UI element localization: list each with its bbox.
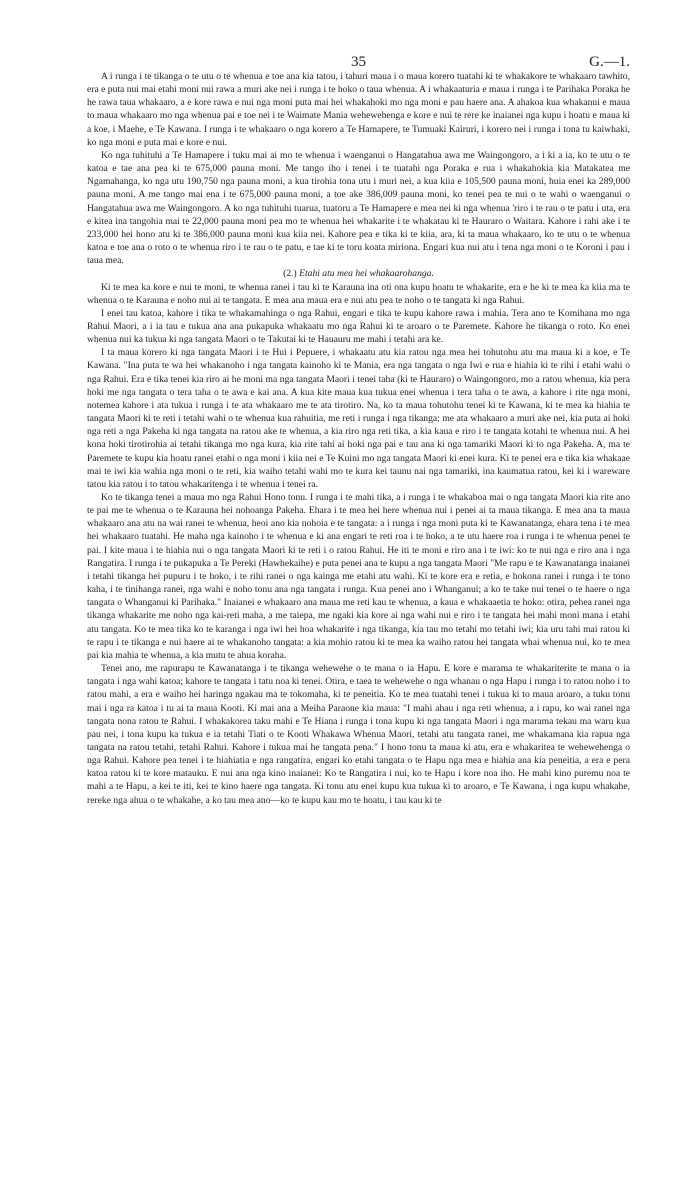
document-body [87, 70, 630, 807]
paragraph-moni-karauna: Ki te mea ka kore e nui te moni, te whenua ranei i tau ki te Karauna ina oti ona kupu hoatu te whakarite, era e he ki te mea ka kiia ma te whenua o te Karauna e noho nui ai te tangata. E mea ana maua era e nui atu pea te noho o te tangata ki nga Rahui. [87, 281, 630, 306]
paragraph-hamapere: Ko nga tuhituhi a Te Hamapere i tuku mai ai mo te whenua i waenganui o Hangatahua awa me Waingongoro, a i ki a ia, ko te utu o te katoa e tae ana pea ki te 675,000 pauna moni. Me tango iho i tenei i te tuatahi nga Poraka e rua i whakahokia kia Matakatea me Ngamahanga, ko nga utu 190,750 nga pauna moni, a kua tirohia tona utu i muri nei, a kua kiia e 105,500 pauna moni, huia enei ka 289,000 pauna moni. A me tango mai ena i te 675,000 pauna moni, a toe ake 386,009 pauna moni, ko tenei pea te nui o te wahi o waenganui o Hangatahua awa me Waingongoro. A ko nga tuhituhi tuarua, tuatoru a Te Hamapere e mea nei ki nga whenua 'riro i te rau o te patu i uta, era e kitea ina tangohia mai te 22,000 pauna moni pea mo te whenua hei whakarite i te whakatau ki te Hauraro o Waitara. Kahore i rahi ake i te 233,000 hei hono atu ki te 386,000 pauna moni kua kiia nei. Kahore pea e tika ki te kiia, ara, ki ta maua whakaaro, ko te utu o te whenua katoa e toe ana o roto o te whenua riro i te rau o te patu, e tae ki te toru koata miriona. Engari kua nui atu i tena nga moni o te Koroni i pau i taua mea. [87, 149, 630, 267]
section-number: (2.) [283, 268, 297, 280]
paragraph-utu-whenua: A i runga i te tikanga o te utu o te whenua e toe ana kia tatou, i tahuri maua i o maua korero tuatahi ki te whakakore te whakaaro tawhito, era e puta nui mai etahi moni nui rawa a muri ake nei i runga i te hoko o taua whenua. A i whakaaturia e maua i runga i te Parihaka Poraka he he rawa taua whakaaro, a e kore rawa e nui nga moni puta mai hei whakahoki mo nga moni e pau haere ana. A ahakoa kua whakanui e maua to maua whakaaro mo nga whenua pai e toe nei i te Waimate Mania wehewehenga e kore e nui te rere ke inaianei nga kupu i hoatu e maua ki a koe, i Maehe, e Te Kawana. I runga i te whakaaro o nga korero a Te Hamapere, te Tumuaki Kairuri, i korero nei i runga i tona tu kaiwhaki, ko nga moni e puta mai e kore e nui. [87, 71, 630, 148]
paragraph-rahui-hono-tonu: Ko te tikanga tenei a maua mo nga Rahui Hono tonu. I runga i te mahi tika, a i runga i te whakaboa mai o nga tangata Maori kia rite ano te pai me te whenua o te Karauna hei nohoanga Pakeha. Ehara i te mea hei here whenua nui i penei ai ta maua tikanga. E mea ana ta maua whakaaro ana atu na wai ranei te whenua, heoi ano kia nohoia e te tangata: a i runga i nga moni puta ki te Kawanatanga, ehara tena i te mea hei whakaaro tuatahi. He maha nga kainoho i te whenua e ki ana engari te reti roa i te hoko, a te utu haere roa i runga i te whenua penei te pai. I kite maua i te hiahia nui o nga tangata Maori ki te reti i o ratou Rahui. He iti te moni e riro ana i te iwi: ko te nui nga e riro ana i nga Rangatira. I runga i te pukapuka a Te Pereki (Hawhekaihe) e puta penei ana te kupu a nga tangata Maori "Me rapu e te Kawanatanga inaianei i tetahi tikanga hei pupuru i te hoko, i te rihi ranei o nga kainga me etahi atu wahi. Ki te kore era e retia, e hokona ranei i runga i te tono kaha, i te tinihanga ranei, nga wahi e noho tonu ana nga tangata i runga. Kua penei ano i Whanganui; a ko te take nui tenei o te haere o nga tangata o Whanganui ki Parihaka." Inaianei e whakaaro ana maua me reti kau te whenua, a kaua e whakaaetia te hoko: otira, pehea ranei nga tikanga whakarite me noho nga kai-reti maha, a me taiepa, me ngaki kia kore ai nga wahi nui e riro i te tangata hei mahi moni mana i etahi atu tangata. Ko te mea tika ko te karanga i nga iwi hei hoa whakarite i nga tikanga, kia tau mo tetahi mo tetahi iwi; kia uru tahi mai ratou ki te rapu i te tikanga e nui haere ai te whakanoho tangata: a kia mohio ratou ki te mea ka waiho ratou hei tangata whai whenua nui, ko te mea pai kia mahia te whenua, a kia mutu te ahua koraha. [87, 492, 630, 661]
paragraph-rahui: I enei tau katoa, kahore i tika te whakamahinga o nga Rahui, engari e tika te kupu kahore rawa i mahia. Tera ano te Komihana mo nga Rahui Maori, a i ia tau e tukua ana ana pukapuka whakaatu mo nga Rahui ki te aroaro o te Paremete. Kahore he tikanga o roto. Ko enei whenua nui ka tukua ki nga tangata Maori o te Takutai ki te Hauauru me mahi i tetahi ara ke. [87, 307, 630, 346]
page-header [87, 42, 630, 68]
section-heading [87, 267, 630, 280]
paragraph-hui-pepuere: I ta maua korero ki nga tangata Maori i te Hui i Pepuere, i whakaatu atu kia ratou nga mea hei tohutohu atu ma maua ki a koe, e Te Kawana. "Ina puta te wa hei whakanoho i nga tangata kainoho ki te Mania, era nga tangata o nga Iwi e rua e hiahia ki te rihi i etahi wahi o nga Rahui. Era e tika tenei kia riro ai he moni ma nga tangata Maori i tenei taha (ki te Hauraro) o Waingongoro, mo a ratou whenua, kia pera hoki me nga tangata o tera taha o te awa e kai ana. A kua kite maua kua tukua enei whenua i tera taha o te awa, a kahore i rite nga moni, notemea kahore i ata tukua i runga i te ata whakaaro me te ata tirotiro. Na, ko ta maua tohutohu tenei ki te Kawana, ki te mea ka hiahia te tangata Maori ki te reti i tetahi wahi o te whenua kua rahuitia, me reti i runga i nga tikanga; me ata whakaaro a muri ake nei, kia puta ai hoki nga reti a nga Pakeha ki nga tangata na ratou ake te whenua, a kia riro nga reti tika, a kia kaua e riro i te tangata kotahi te whenua nui. A hei kona hoki tirotirohia ai tetahi tikanga mo nga kura, kia rite tahi ai hoki nga pai e tau ana ki nga tamariki Maori ki to nga Pakeha. A, ma te Paremete te kupu kia hoatu ranei etahi o nga moni i kiia nei e Te Kuini mo nga tangata Maori ki enei kura. Ki te penei era e tika kia whakaae mai te iwi kia wahia nga moni o te reti, kia waiho tetahi wahi mo te kura kei taunu nai nga tamariki, ina kaumatua ratou, kei ki i wareware tatou kia ratou i to tatou whakaritenga i te whenua i tenei ra. [87, 347, 630, 490]
page-number: 35 [351, 54, 366, 70]
page-reference: G.—1. [589, 54, 630, 70]
section-title: Etahi atu mea hei whakaarohanga. [299, 268, 434, 280]
paragraph-mana-hapu: Tenei ano, me rapurapu te Kawanatanga i te tikanga wehewehe o te mana o ia Hapu. E kore e marama te whakariterite te mana o ia tangata i nga wahi katoa; kahore te tangata i tatu noa ki tenei. Otira, e taea te wehewehe o nga whanau o nga Hapu i runga i to ratou noho i to ratou mahi, a era e waiho hei haringa ngakau ma te tokomaha, ki te peneitia. Ko te mea tuatahi tenei i tukua ki to maua aroaro, a tuku tonu mai i nga ra katoa i tu ai ta maua Kooti. Ki mai ana a Meiha Paraone kia maua: "I mahi ahau i nga reti whenua, a i rapu, ko wai ranei nga tangata nona ratou te Rahui. I whakakorea taku mahi e Te Hiana i runga i tona kupu ki nga tangata Maori i nga marama tekau ma waru kua pau nei, i tona kupu ka tukua e ia tetahi Tiati o te Kooti Whakawa Whenua Maori, tetahi atu tangata ranei, me whakamana kia rapua nga tangata na ratou tetahi, tetahi Rahui. Kahore i tukua mai he tangata pena." I hono tonu ta maua ki atu, era e whakaritea te wehewehenga o nga Rahui. Kahore pea tenei i te hiahiatia e nga rangatira, engari ko etahi tangata o te Hapu nga mea e hiahia ana kia peneitia, a era e pera katoa ratou ki te kore matauku. E nui ana nga kino inaianei: Ko te Rangatira i nui, ko te Hapu i kore noa iho. He mahi kino puremu noa te mahi a te Hapu, a kei te iti, kei te kino haere nga tangata. Ki tonu atu enei kupu kua tukua ki to aroaro, e Te Kawana, i nga kupu whakahe, rereke nga ahua o te whakahe, a ko tau mea ano—ko te kupu kau mo te hoatu, i tau kau ki te [87, 663, 630, 806]
